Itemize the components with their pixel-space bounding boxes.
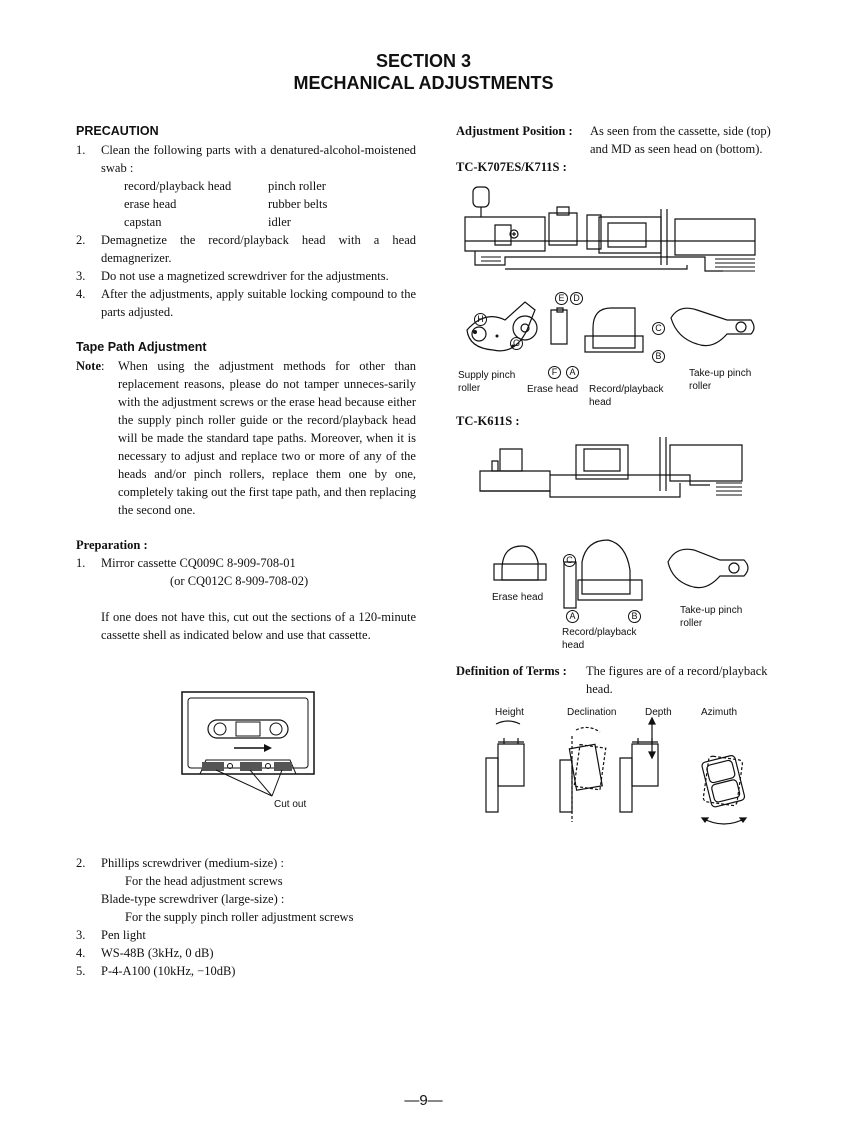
preparation-heading: Preparation :	[76, 538, 148, 552]
left-column	[76, 122, 416, 644]
parts-row: erase head rubber belts	[124, 197, 328, 211]
model1-takeup-label: Take-up pinch roller	[689, 368, 752, 392]
marker-d: D	[570, 292, 583, 305]
precaution-item-3: 3. Do not use a magnetized screwdriver for the adjustments.	[76, 269, 389, 283]
model1-rec-play-label: Record/playback head	[589, 384, 664, 408]
definition-of-terms: Definition of Terms : The figures are of a record/playback head.	[456, 664, 768, 696]
precaution-item-4: 4. After the adjustments, apply suitable locking compound to the parts adjusted.	[76, 287, 416, 319]
model1-top-mechanism	[465, 185, 765, 275]
preparation-instruction: If one does not have this, cut out the sections of a 120-minute cassette shell as indicated below and use that cassette.	[101, 610, 416, 642]
preparation-list	[76, 854, 416, 980]
marker-e: E	[555, 292, 568, 305]
parts-list	[76, 177, 416, 231]
marker-b: B	[652, 350, 665, 363]
model2-erase-head-label: Erase head	[492, 592, 544, 603]
preparation-item-2: 2. Phillips screwdriver (medium-size) : For the head adjustment screws Blade-type screwdriver (large-size) : For the supply pinch roller adjustment screws	[76, 856, 354, 924]
precaution-heading: PRECAUTION	[76, 124, 159, 138]
tape-path-note: Note: When using the adjustment methods for other than replacement reasons, please do not tamper unneces-sarily with the adjustment screws or the erase head because either the supply pinch roller guide or the record/playback head will be made the standard tape paths. Moreover, when it is necessary to adjust and replace two or more of any of the heads and/or pinch rollers, replace them one by one, completely taking out the first tape path, and then replacing the second one.	[76, 359, 416, 517]
model2-top-mechanism	[480, 435, 750, 503]
parts-row: record/playback head pinch roller	[124, 179, 326, 193]
note-text: When using the adjustment methods for other than replacement reasons, please do not tamper unneces-sarily with the adjustment screws or the erase head because either the supply pinch roller guide or the record/playback head will be made the standard tape paths. Moreover, when it is necessary to adjust and replace two or more of any of the heads and/or pinch rollers, replace them one by one, completely taking out the first tape path, and then replacing the second one.	[118, 359, 416, 517]
model2-marker-a: A	[566, 610, 579, 623]
tape-path-heading: Tape Path Adjustment	[76, 340, 207, 354]
definition-label: Definition of Terms :	[456, 664, 567, 678]
head-terms-diagram	[484, 718, 754, 830]
note-label: Note	[76, 359, 101, 373]
marker-a: A	[566, 366, 579, 379]
preparation-item-4: 4. WS-48B (3kHz, 0 dB)	[76, 946, 214, 960]
marker-c: C	[652, 322, 665, 335]
marker-g: G	[510, 337, 523, 350]
parts-row: capstan idler	[124, 215, 291, 229]
preparation-item-3: 3. Pen light	[76, 928, 146, 942]
term-azimuth: Azimuth	[701, 707, 738, 718]
model1-head-on-mechanism	[465, 300, 765, 370]
marker-f: F	[548, 366, 561, 379]
section-subtitle: MECHANICAL ADJUSTMENTS	[293, 73, 554, 93]
preparation-item-5: 5. P-4-A100 (10kHz, −10dB)	[76, 964, 236, 978]
model1-supply-pinch-label: Supply pinch roller	[458, 370, 516, 394]
section-title: SECTION 3	[375, 51, 472, 71]
precaution-item-2: 2. Demagnetize the record/playback head with a head demagnerizer.	[76, 233, 416, 265]
marker-h: H	[474, 313, 487, 326]
term-height: Height	[495, 707, 524, 718]
cut-out-label: Cut out	[274, 799, 307, 810]
model1-erase-head-label: Erase head	[527, 384, 579, 395]
model2-takeup-label: Take-up pinch roller	[680, 605, 743, 629]
model2-rec-play-label: Record/playback head	[562, 627, 637, 651]
model2-name: TC-K611S :	[456, 414, 520, 428]
cassette-diagram	[180, 690, 340, 820]
model2-marker-b: B	[628, 610, 641, 623]
adjustment-position-label: Adjustment Position :	[456, 124, 573, 138]
term-depth: Depth	[645, 707, 672, 718]
preparation-item-1: 1. Mirror cassette CQ009C 8-909-708-01 (or CQ012C 8-909-708-02)	[76, 556, 309, 588]
adjustment-position: Adjustment Position : As seen from the cassette, side (top) and MD as seen head on (bottom).	[456, 124, 771, 156]
page-number: —9—	[404, 1092, 443, 1109]
model1-name: TC-K707ES/K711S :	[456, 160, 567, 174]
term-declination: Declination	[567, 707, 617, 718]
model2-marker-c: C	[563, 554, 576, 567]
precaution-item-1: 1. Clean the following parts with a denatured-alcohol-moistened swab :	[76, 143, 416, 175]
